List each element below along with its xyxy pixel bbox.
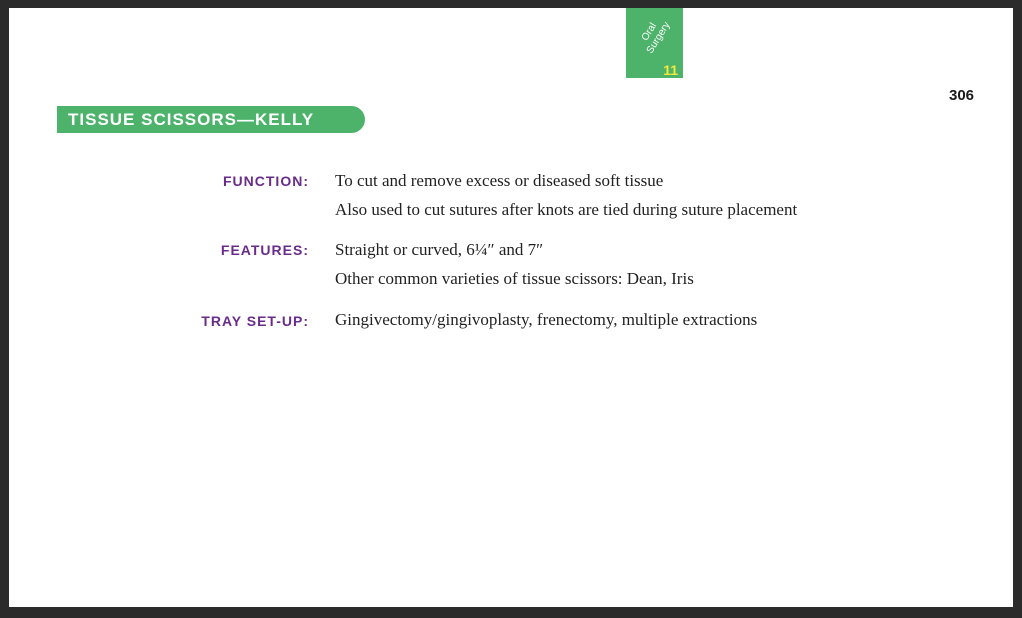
function-label: FUNCTION: [223,173,309,189]
tray-setup-line-1: Gingivectomy/gingivoplasty, frenectomy, multiple extractions [335,310,758,329]
chapter-tab [626,8,683,78]
tray-setup-label: TRAY SET-UP: [201,313,309,329]
page-title: TISSUE SCISSORS—KELLY [68,110,315,129]
features-line-2: Other common varieties of tissue scissors: Dean, Iris [335,269,694,288]
chapter-tab-label: Oral Surgery [639,20,673,56]
function-line-1: To cut and remove excess or diseased soft tissue [335,171,664,190]
function-line-2: Also used to cut sutures after knots are tied during suture placement [335,200,798,219]
features-label: FEATURES: [220,242,309,258]
document-page [9,8,1013,607]
features-line-1: Straight or curved, 6¼″ and 7″ [335,240,544,259]
title-banner [57,106,365,133]
page-number: 306 [949,87,975,104]
chapter-tab-number: 11 [663,62,678,78]
